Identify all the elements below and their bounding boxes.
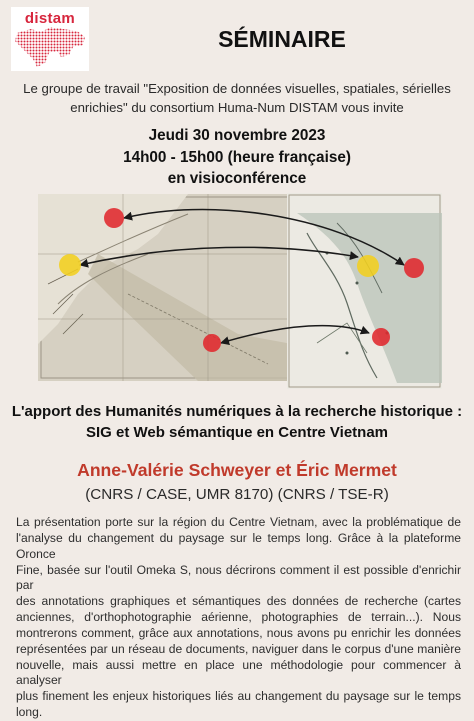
speakers: Anne-Valérie Schweyer et Éric Mermet xyxy=(77,460,397,480)
page-title: SÉMINAIRE xyxy=(218,26,346,52)
red-marker xyxy=(104,208,124,228)
yellow-marker xyxy=(357,255,379,277)
annotation-overlay xyxy=(38,193,442,389)
logo-text: distam xyxy=(24,10,76,27)
abstract-line: montrerons comment, grâce aux annotations, nous avons pu enrichir les données xyxy=(16,625,461,640)
maps-illustration xyxy=(38,193,442,389)
abstract-line: plus finement les enjeux historiques liés au changement du paysage sur le temps long. xyxy=(16,689,461,720)
event-place: en visioconférence xyxy=(167,170,307,187)
distam-logo xyxy=(11,7,89,71)
intro-text: Le groupe de travail "Exposition de données visuelles, spatiales, sérielles enrichies" du consortium Huma-Num DISTAM vous invite xyxy=(23,81,451,115)
talk-title xyxy=(0,402,474,443)
red-marker xyxy=(372,328,390,346)
event-details xyxy=(0,125,474,190)
abstract-line: La présentation porte sur la région du Centre Vietnam, avec la problématique de xyxy=(16,515,461,529)
red-marker xyxy=(203,334,221,352)
event-time: 14h00 - 15h00 (heure française) xyxy=(123,148,351,166)
link-arrow xyxy=(124,209,404,265)
yellow-marker xyxy=(59,254,81,276)
red-marker xyxy=(404,258,424,278)
abstract-line: l'analyse du changement du paysage sur le temps long. Grâce à la plateforme Oronce xyxy=(16,530,461,561)
abstract-line: Fine, basée sur l'outil Omeka S, nous décrirons comment il est possible d'enrichir par xyxy=(16,562,461,593)
talk-title-line-2: SIG et Web sémantique en Centre Vietnam xyxy=(85,423,389,441)
abstract-line: nouvelle, mais aussi mettre en place une méthodologie pour commencer à analyser xyxy=(16,657,461,688)
talk-title-line-1: L'apport des Humanités numériques à la recherche historique : xyxy=(11,403,463,420)
link-arrow xyxy=(80,247,358,265)
event-date: Jeudi 30 novembre 2023 xyxy=(148,127,326,144)
abstract xyxy=(16,515,461,721)
abstract-line: anciennes, d'orthophotographie aérienne, photographies de terrain...). Nous xyxy=(16,610,461,625)
affiliations: (CNRS / CASE, UMR 8170) (CNRS / TSE-R) xyxy=(85,486,389,503)
link-arrow xyxy=(221,326,369,343)
abstract-line: représentées par un réseau de documents, naviguer dans le corpus d'une manière xyxy=(16,641,461,656)
abstract-line: des annotations graphiques et sémantiques des données de recherche (cartes xyxy=(16,594,461,609)
